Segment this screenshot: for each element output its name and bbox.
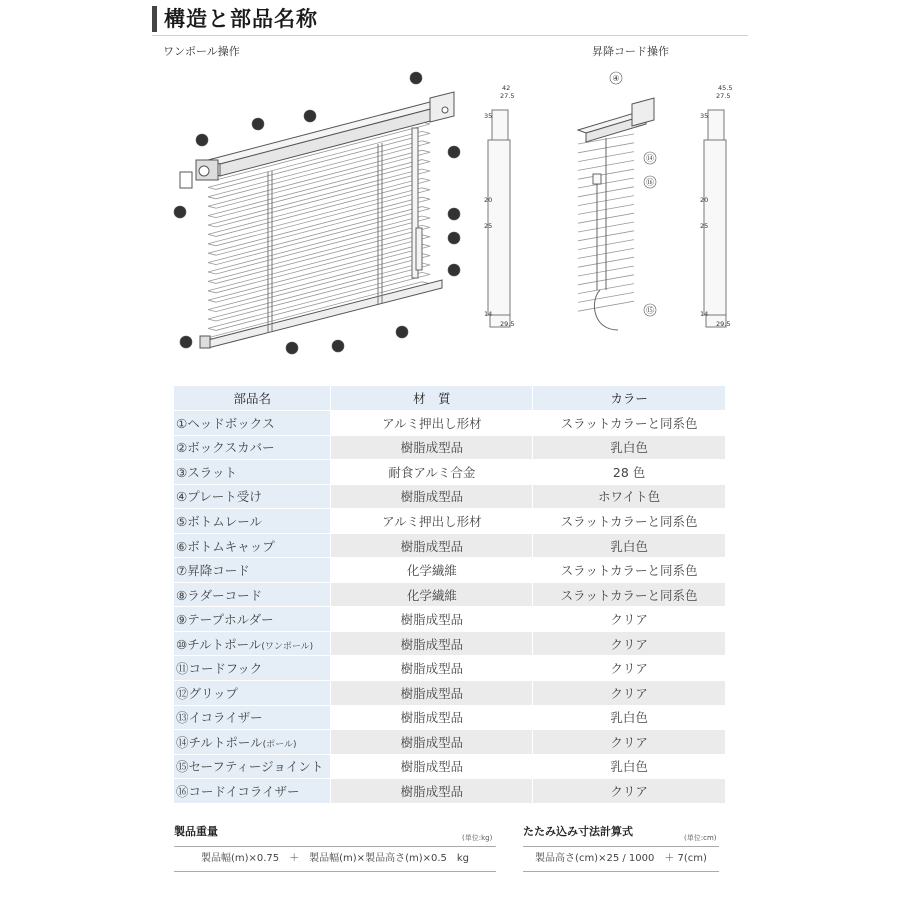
mount-bracket xyxy=(180,172,192,188)
one-pole-blind-diagram xyxy=(160,60,530,370)
dimension-label: 27.5 xyxy=(500,92,515,100)
callout-label: ⑬ xyxy=(450,266,458,275)
dimension-label: 25 xyxy=(700,222,709,230)
parts-table-row xyxy=(174,779,726,803)
parts-table-row xyxy=(174,509,726,534)
part-material: 樹脂成型品 xyxy=(331,705,533,730)
part-name: ⑭チルトポール xyxy=(176,734,263,750)
side-profile xyxy=(488,110,510,327)
part-color: クリア xyxy=(533,631,726,656)
part-name-cell xyxy=(174,607,331,632)
part-name-cell xyxy=(174,509,331,534)
part-name: ⑮セーフティージョイント xyxy=(176,759,324,775)
header-color: カラー xyxy=(533,386,726,411)
slat xyxy=(208,254,430,312)
dimension-label: 27.5 xyxy=(716,92,731,100)
page-title: 構造と部品名称 xyxy=(164,7,318,31)
dimension-label: 29.5 xyxy=(716,320,731,328)
part-name: ⑥ボトムキャップ xyxy=(176,538,275,554)
part-material: 化学繊維 xyxy=(331,582,533,607)
part-material: 樹脂成型品 xyxy=(331,484,533,509)
parts-table-row xyxy=(174,705,726,730)
part-name-cell xyxy=(174,582,331,607)
parts-table-row xyxy=(174,730,726,755)
dimension-label: 20 xyxy=(700,196,709,204)
part-color: スラットカラーと同系色 xyxy=(533,509,726,534)
callout-label: ① xyxy=(254,120,262,129)
title-accent-bar xyxy=(152,6,157,32)
slat xyxy=(208,216,430,274)
slat xyxy=(578,301,634,311)
part-name: ⑤ボトムレール xyxy=(176,513,262,529)
callout-label: ⑩ xyxy=(450,148,458,157)
part-name-cell xyxy=(174,754,331,779)
part-material: 樹脂成型品 xyxy=(331,681,533,706)
dimension-label: 14 xyxy=(484,310,493,318)
part-name-note: (ポール) xyxy=(262,739,297,750)
part-material: アルミ押出し形材 xyxy=(331,509,533,534)
part-name-cell xyxy=(174,435,331,460)
part-name-cell xyxy=(174,631,331,656)
dimension-label: 20 xyxy=(484,196,493,204)
part-material: 樹脂成型品 xyxy=(331,779,533,803)
part-name: ⑬イコライザー xyxy=(176,710,263,726)
part-name: ②ボックスカバー xyxy=(176,440,275,456)
slat xyxy=(208,225,430,283)
part-color: ホワイト色 xyxy=(533,484,726,509)
callout-label: ② xyxy=(198,136,206,145)
part-color: クリア xyxy=(533,730,726,755)
slat xyxy=(208,272,430,330)
callout-label: ⑧ xyxy=(288,344,296,353)
part-material: アルミ押出し形材 xyxy=(331,411,533,436)
one-pole-diagram-title: ワンポール操作 xyxy=(163,45,240,58)
part-material: 樹脂成型品 xyxy=(331,435,533,460)
parts-table-row xyxy=(174,631,726,656)
parts-table-header xyxy=(174,386,726,411)
part-name: ⑫グリップ xyxy=(176,685,239,701)
dimension-label: 35 xyxy=(484,112,493,120)
part-name-note: (ワンポール) xyxy=(261,641,314,652)
part-name: ④プレート受け xyxy=(176,489,262,505)
callout-label: ③ xyxy=(306,112,314,121)
part-name-cell xyxy=(174,705,331,730)
part-name-cell xyxy=(174,656,331,681)
stack-title: たたみ込み寸法計算式 xyxy=(523,825,633,838)
part-color: クリア xyxy=(533,681,726,706)
part-color: クリア xyxy=(533,779,726,803)
callout-label: ⑫ xyxy=(450,234,458,243)
slat xyxy=(208,197,430,255)
part-color: 乳白色 xyxy=(533,754,726,779)
slat xyxy=(578,292,634,302)
callout-label: ⑨ xyxy=(398,328,406,337)
part-material: 樹脂成型品 xyxy=(331,631,533,656)
parts-table-row xyxy=(174,607,726,632)
parts-table-row xyxy=(174,533,726,558)
parts-table-row xyxy=(174,435,726,460)
part-name-cell xyxy=(174,484,331,509)
part-name: ⑦昇降コード xyxy=(176,563,250,579)
part-name: ⑯コードイコライザー xyxy=(176,783,300,799)
part-name-cell xyxy=(174,533,331,558)
part-name: ⑪コードフック xyxy=(176,661,263,677)
cord-diagram-title: 昇降コード操作 xyxy=(592,45,669,58)
parts-table-row xyxy=(174,558,726,583)
stack-unit: (単位:cm) xyxy=(684,834,717,842)
callout-label: ⑥ xyxy=(182,338,190,347)
part-name: ⑩チルトポール xyxy=(176,636,262,652)
part-color: 乳白色 xyxy=(533,435,726,460)
callout-label: ④ xyxy=(612,74,620,83)
dimension-label: 35 xyxy=(700,112,709,120)
parts-table-row xyxy=(174,460,726,485)
part-name: ⑧ラダーコード xyxy=(176,587,263,603)
part-color: 乳白色 xyxy=(533,705,726,730)
slat xyxy=(208,207,430,265)
callout-label: ⑮ xyxy=(646,306,654,315)
callout-label: ⑦ xyxy=(176,208,184,217)
stack-formula: 製品高さ(cm)×25 / 1000 ＋ 7(cm) xyxy=(523,846,719,872)
cord-operation-blind-diagram xyxy=(570,60,740,370)
part-material: 樹脂成型品 xyxy=(331,656,533,681)
part-material: 耐食アルミ合金 xyxy=(331,460,533,485)
part-color: スラットカラーと同系色 xyxy=(533,558,726,583)
parts-table-row xyxy=(174,411,726,436)
part-material: 樹脂成型品 xyxy=(331,754,533,779)
part-name-cell xyxy=(174,460,331,485)
header-part-name: 部品名 xyxy=(174,386,331,411)
parts-table-row xyxy=(174,582,726,607)
part-material: 樹脂成型品 xyxy=(331,533,533,558)
dimension-label: 25 xyxy=(484,222,493,230)
bottom-rail xyxy=(200,280,442,348)
dimension-label: 42 xyxy=(502,84,511,92)
parts-table-row xyxy=(174,484,726,509)
part-material: 化学繊維 xyxy=(331,558,533,583)
weight-title: 製品重量 xyxy=(174,825,218,838)
part-color: クリア xyxy=(533,656,726,681)
callout-label: ⑤ xyxy=(334,342,342,351)
part-color: スラットカラーと同系色 xyxy=(533,582,726,607)
header-material: 材 質 xyxy=(331,386,533,411)
slat xyxy=(208,178,430,236)
part-name-cell xyxy=(174,779,331,803)
part-name-cell xyxy=(174,730,331,755)
parts-table-row xyxy=(174,656,726,681)
part-name-cell xyxy=(174,411,331,436)
dimension-label: 45.5 xyxy=(718,84,733,92)
part-name-cell xyxy=(174,681,331,706)
part-name: ⑨テープホルダー xyxy=(176,612,274,628)
callout-label: ⑯ xyxy=(646,178,654,187)
part-color: クリア xyxy=(533,607,726,632)
callout-label: ⑭ xyxy=(646,154,654,163)
part-name-cell xyxy=(174,558,331,583)
weight-formula: 製品幅(m)×0.75 ＋ 製品幅(m)×製品高さ(m)×0.5 kg xyxy=(174,846,496,872)
slat xyxy=(208,169,430,227)
parts-table-row xyxy=(174,754,726,779)
part-color: 28 色 xyxy=(533,460,726,485)
part-name: ③スラット xyxy=(176,464,237,480)
part-color: スラットカラーと同系色 xyxy=(533,411,726,436)
slat xyxy=(208,235,430,293)
callout-label: ④ xyxy=(412,74,420,83)
callout-label: ⑪ xyxy=(450,210,458,219)
part-color: 乳白色 xyxy=(533,533,726,558)
weight-unit: (単位:kg) xyxy=(462,834,493,842)
parts-table xyxy=(174,386,726,803)
slat xyxy=(208,188,430,246)
part-name: ①ヘッドボックス xyxy=(176,415,275,431)
part-material: 樹脂成型品 xyxy=(331,607,533,632)
dimension-label: 29.5 xyxy=(500,320,515,328)
parts-table-row xyxy=(174,681,726,706)
part-material: 樹脂成型品 xyxy=(331,730,533,755)
dimension-label: 14 xyxy=(700,310,709,318)
title-bar xyxy=(152,3,748,36)
